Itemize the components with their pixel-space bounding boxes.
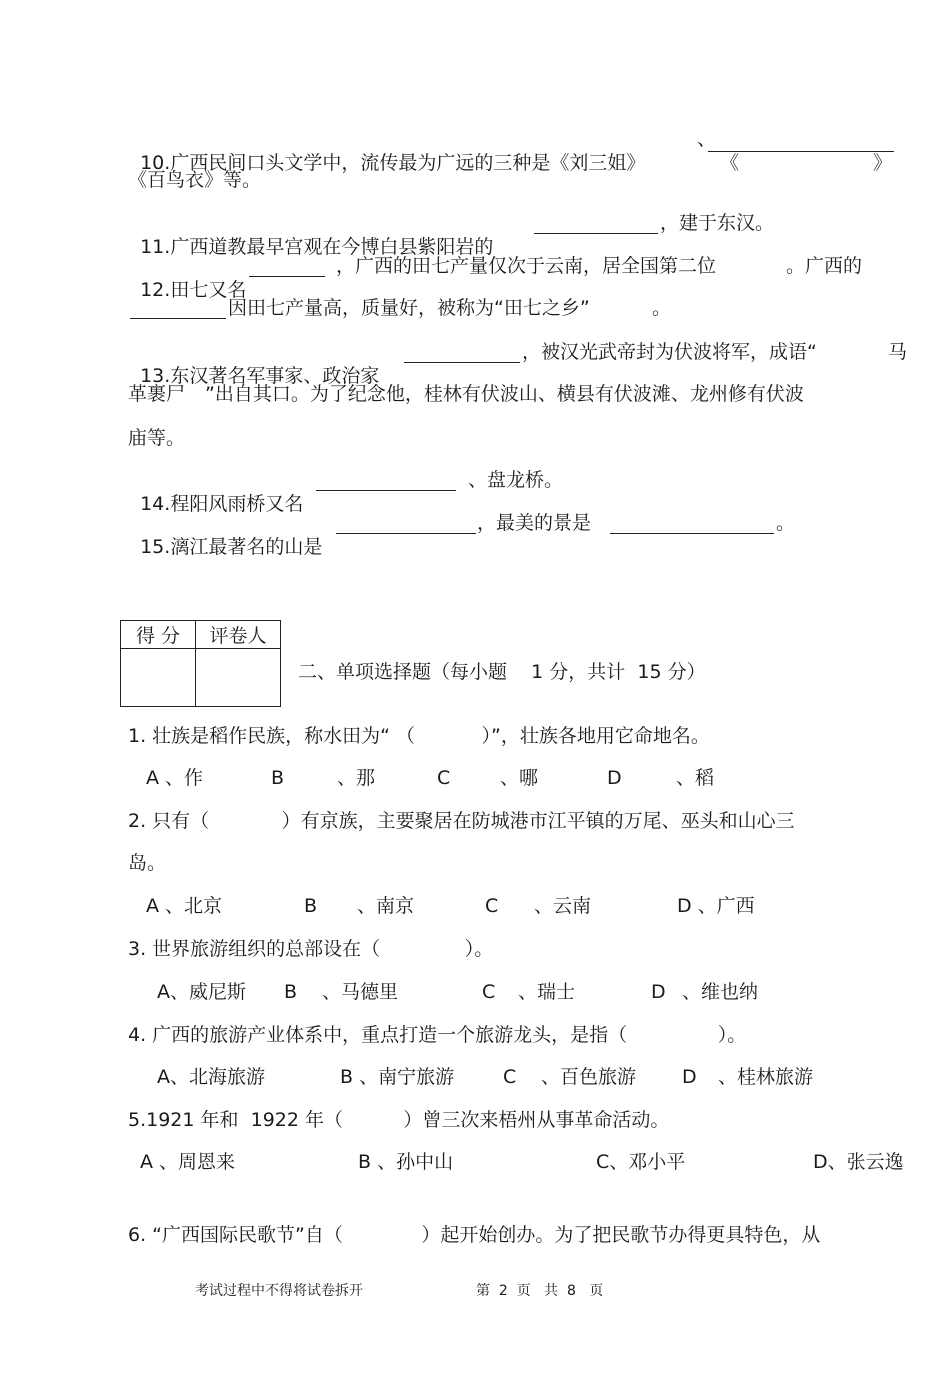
q13-text: 东汉著名军事家、政治家: [170, 365, 380, 387]
mc-q4-option-a[interactable]: A、北海旅游: [157, 1066, 265, 1088]
mc-q4-option-d-letter[interactable]: D: [682, 1066, 697, 1088]
q11-line: [128, 211, 493, 259]
mc-q3-option-d-letter[interactable]: D: [651, 981, 666, 1003]
mc-q4-option-b[interactable]: B 、南宁旅游: [340, 1066, 455, 1088]
q11-text-end: ，建于东汉。: [660, 212, 775, 234]
q10-close-bracket: 》: [873, 152, 893, 174]
q10-number: 10.: [140, 152, 171, 174]
q10-blank[interactable]: [708, 127, 894, 174]
q12-text: 田七又名: [170, 279, 247, 301]
q11-number: 11.: [140, 236, 171, 258]
q10-open-bracket: 《: [720, 152, 740, 174]
mc-q4-option-c-letter[interactable]: C: [503, 1066, 517, 1088]
q12-text-mid: ，广西的田七产量仅次于云南，居全国第二位: [336, 255, 717, 277]
q13-idiom: 革裹尸: [128, 383, 186, 405]
q13-text-end: 马: [888, 341, 908, 363]
mc-q1-option-c-text[interactable]: 、哪: [500, 767, 539, 789]
q14-text: 程阳风雨桥又名: [170, 493, 304, 515]
q12-number: 12.: [140, 279, 171, 301]
q15-blank1[interactable]: [336, 515, 476, 534]
mc-q4-option-d-text[interactable]: 、桂林旅游: [718, 1066, 814, 1088]
q11-text: 广西道教最早宫观在今博白县紫阳岩的: [170, 236, 494, 258]
q15-line: [128, 511, 322, 559]
mc-q4-option-c-text[interactable]: 、百色旅游: [541, 1066, 637, 1088]
q15-text-mid: ，最美的景是: [477, 512, 592, 534]
mc-q3-option-c-text[interactable]: 、瑞士: [518, 981, 576, 1003]
q15-number: 15.: [140, 536, 171, 558]
q13-line3: 庙等。: [128, 427, 186, 449]
q12-text-end: 。广西的: [786, 255, 863, 277]
q14-line: [128, 468, 303, 516]
q10-line2: 《百鸟衣》等。: [128, 169, 262, 191]
grader-cell[interactable]: [196, 649, 281, 707]
q13-number: 13.: [140, 365, 171, 387]
mc-q2-text-cont: 岛。: [128, 852, 167, 874]
grader-label: 评卷人: [196, 621, 281, 649]
q13-line2: ”出自其口。为了纪念他，桂林有伏波山、横县有伏波滩、龙州修有伏波: [205, 383, 804, 405]
q10-text: 广西民间口头文学中，流传最为广远的三种是《刘三姐》: [170, 152, 646, 174]
section2-title: 二、单项选择题（每小题 1 分，共计 15 分）: [298, 661, 706, 683]
score-cell[interactable]: [121, 649, 196, 707]
q12-line2: 因田七产量高，质量好，被称为“田七之乡”: [228, 297, 590, 319]
mc-q1-option-b-text[interactable]: 、那: [337, 767, 376, 789]
mc-q6-text: 6. “广西国际民歌节”自（ ）起开始创办。为了把民歌节办得更具特色，从: [128, 1224, 821, 1246]
mc-q1-option-d-text[interactable]: 、稻: [676, 767, 715, 789]
footer-note: 考试过程中不得将试卷拆开: [195, 1283, 363, 1299]
q13-blank[interactable]: [404, 344, 520, 363]
mc-q4-text: 4. 广西的旅游产业体系中，重点打造一个旅游龙头，是指（ ）。: [128, 1024, 747, 1046]
page-number: 第 2 页 共 8 页: [476, 1283, 604, 1299]
mc-q2-option-b-letter[interactable]: B: [304, 895, 318, 917]
mc-q2-option-c-letter[interactable]: C: [485, 895, 499, 917]
q10-separator: 、: [697, 128, 717, 150]
mc-q3-option-a[interactable]: A、威尼斯: [157, 981, 246, 1003]
q14-text-end: 、盘龙桥。: [468, 469, 564, 491]
mc-q5-option-c[interactable]: C、邓小平: [596, 1151, 686, 1173]
mc-q2-option-a[interactable]: A 、北京: [146, 895, 223, 917]
q13-text-mid: ，被汉光武帝封为伏波将军，成语“: [522, 341, 817, 363]
score-table: [120, 620, 281, 707]
mc-q5-text: 5.1921 年和 1922 年（ ）曾三次来梧州从事革命活动。: [128, 1109, 670, 1131]
q12-line1: [128, 254, 246, 302]
mc-q3-option-d-text[interactable]: 、维也纳: [682, 981, 759, 1003]
q15-text: 漓江最著名的山是: [170, 536, 323, 558]
mc-q2-text: 2. 只有（ ）有京族，主要聚居在防城港市江平镇的万尾、巫头和山心三: [128, 810, 795, 832]
q13-line1: [128, 340, 379, 388]
mc-q5-option-a[interactable]: A 、周恩来: [140, 1151, 236, 1173]
mc-q3-option-b-text[interactable]: 、马德里: [322, 981, 399, 1003]
q12-blank1[interactable]: [249, 258, 325, 277]
mc-q2-option-b-text[interactable]: 、南京: [357, 895, 415, 917]
score-label: 得 分: [121, 621, 196, 649]
mc-q1-option-b-letter[interactable]: B: [271, 767, 285, 789]
q14-number: 14.: [140, 493, 171, 515]
q11-blank[interactable]: [534, 215, 658, 234]
mc-q1-text: 1. 壮族是稻作民族，称水田为“ （ ）”，壮族各地用它命地名。: [128, 725, 710, 747]
q12-blank2[interactable]: [130, 300, 226, 319]
mc-q2-option-c-text[interactable]: 、云南: [534, 895, 592, 917]
q12-line2-end: 。: [652, 297, 672, 319]
mc-q1-option-d-letter[interactable]: D: [607, 767, 622, 789]
mc-q3-option-b-letter[interactable]: B: [284, 981, 298, 1003]
mc-q1-option-c-letter[interactable]: C: [437, 767, 451, 789]
mc-q5-option-b[interactable]: B 、孙中山: [358, 1151, 454, 1173]
q15-text-end: 。: [776, 512, 796, 534]
mc-q2-option-d[interactable]: D 、广西: [677, 895, 755, 917]
mc-q1-option-a[interactable]: A 、作: [146, 767, 204, 789]
mc-q3-option-c-letter[interactable]: C: [482, 981, 496, 1003]
mc-q5-option-d[interactable]: D、张云逸: [813, 1151, 904, 1173]
mc-q3-text: 3. 世界旅游组织的总部设在（ ）。: [128, 938, 494, 960]
q15-blank2[interactable]: [610, 515, 774, 534]
q14-blank[interactable]: [316, 472, 456, 491]
